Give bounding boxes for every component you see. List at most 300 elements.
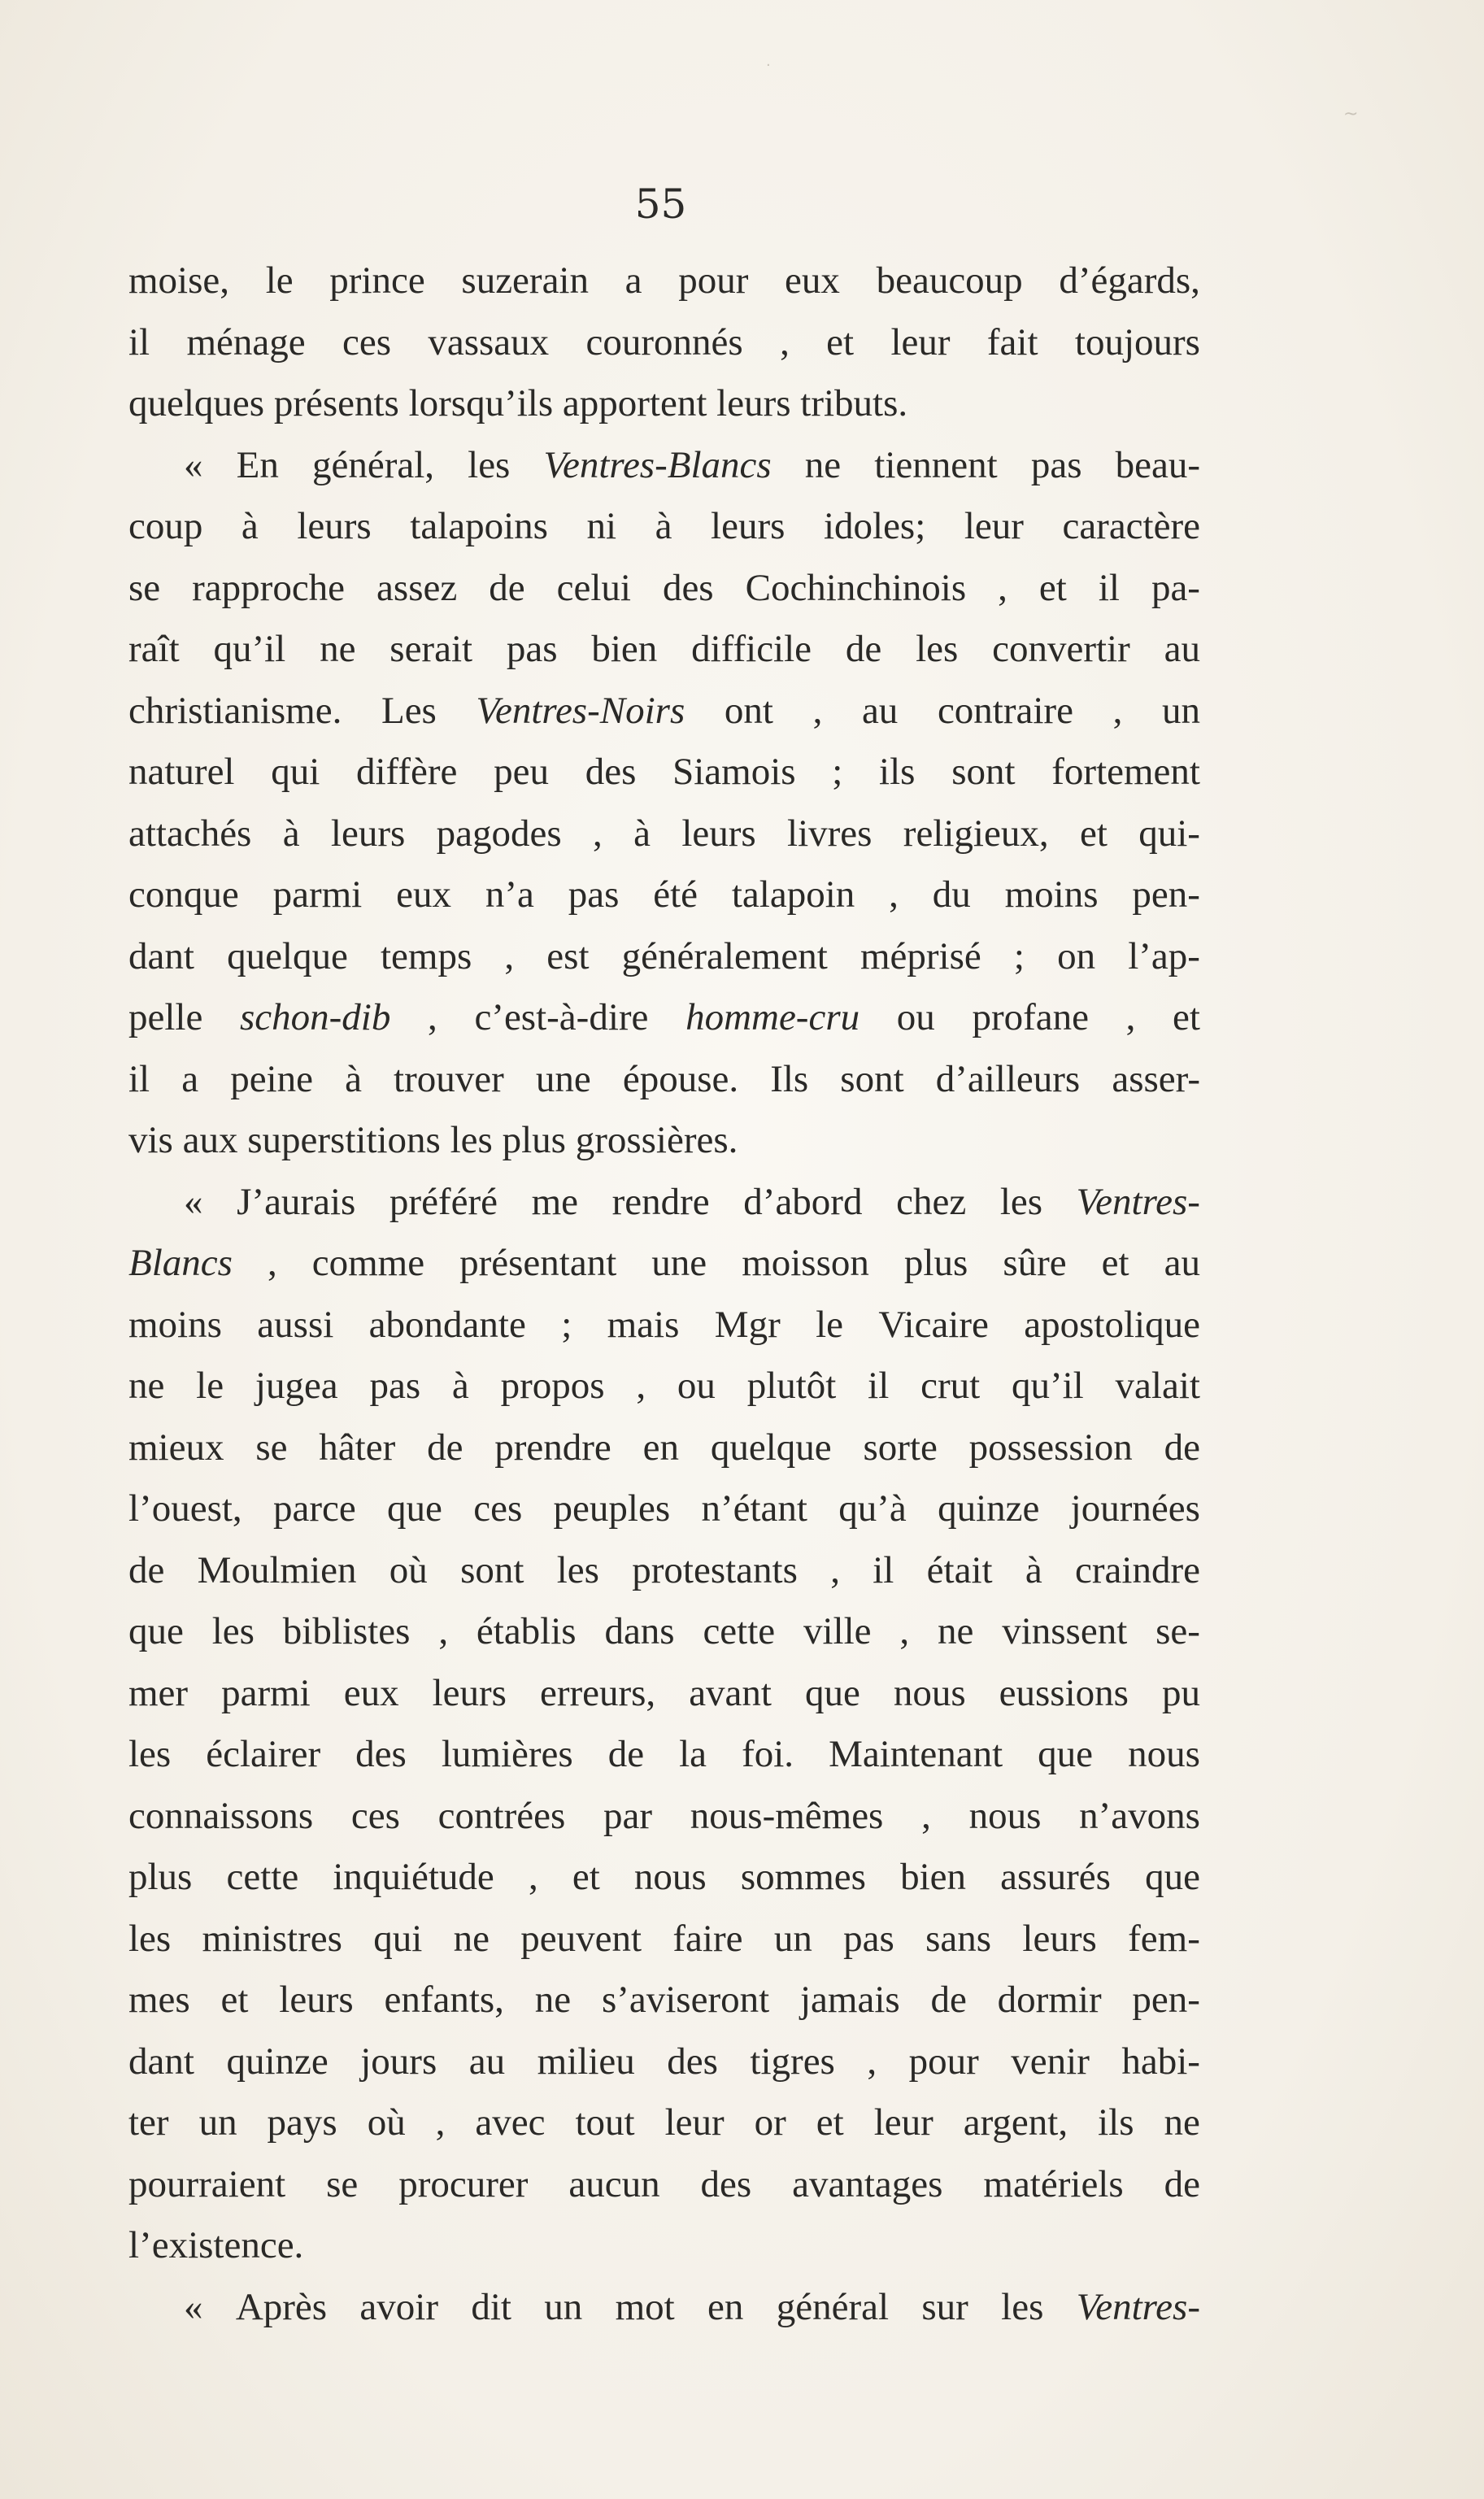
word: talapoins	[410, 505, 548, 547]
text-line	[128, 2215, 1200, 2277]
text-line	[128, 558, 1200, 620]
word: idoles;	[823, 505, 926, 547]
word: avoir	[359, 2285, 438, 2328]
word: ;	[832, 751, 843, 793]
word: ces	[342, 320, 391, 364]
word: ter	[128, 2101, 169, 2144]
word: leurs	[716, 382, 791, 424]
word: superstitions	[247, 1119, 441, 1161]
word: temps	[380, 934, 472, 977]
word: ,	[812, 689, 823, 732]
word: bien	[900, 1856, 967, 1898]
word: sont	[951, 751, 1016, 793]
word: erreurs,	[539, 1671, 656, 1714]
text-line	[128, 1970, 1200, 2031]
word: parce	[272, 1487, 356, 1530]
text-line	[128, 1847, 1200, 1909]
word: les	[999, 1180, 1043, 1223]
word: religieux,	[903, 812, 1049, 855]
word: il	[1098, 566, 1120, 609]
word: qu’il	[213, 628, 286, 670]
word: méprisé	[860, 934, 981, 977]
text-line	[128, 250, 1200, 312]
word: ;	[1013, 934, 1025, 977]
word: ,	[867, 2040, 877, 2083]
word: ou	[677, 1365, 716, 1407]
word: d’égards,	[1059, 259, 1200, 302]
word: ,	[780, 320, 790, 364]
word: n’étant	[701, 1487, 807, 1530]
word: en	[707, 2285, 744, 2328]
word: livres	[787, 812, 873, 855]
word: Cochinchinois	[745, 566, 967, 609]
word: dans	[604, 1610, 675, 1652]
word: où	[367, 2101, 406, 2144]
word: ,	[267, 1242, 277, 1284]
word: eux	[785, 259, 840, 302]
word: et	[826, 320, 855, 364]
word: coup	[128, 505, 203, 547]
word: à	[282, 812, 300, 855]
word: fait	[986, 320, 1038, 364]
word: ne	[534, 1979, 572, 2021]
body-text	[128, 250, 1200, 2338]
word: ,	[435, 2101, 446, 2144]
word: ,	[593, 812, 603, 855]
word: ne	[1164, 2101, 1200, 2144]
italic-word: homme-cru	[685, 996, 860, 1038]
word: sur	[921, 2285, 968, 2328]
word: suzerain	[461, 259, 589, 302]
word: profane	[972, 996, 1089, 1038]
text-line	[128, 1601, 1200, 1663]
word: et	[1079, 812, 1108, 855]
word: assez	[376, 566, 458, 609]
word: contraire	[937, 689, 1073, 732]
word: un	[544, 2285, 583, 2328]
text-line	[128, 1540, 1200, 1602]
word: naturel	[128, 751, 235, 793]
word: Moulmien	[197, 1548, 357, 1591]
text-line	[128, 1909, 1200, 1970]
word: n’avons	[1079, 1794, 1200, 1837]
word: toujours	[1074, 320, 1200, 364]
text-line	[128, 1724, 1200, 1786]
word: me	[531, 1180, 579, 1223]
text-line	[128, 373, 1200, 435]
word: les	[450, 1119, 493, 1161]
word: or	[754, 2101, 786, 2144]
word: mot	[615, 2285, 675, 2328]
word: le	[816, 1303, 844, 1346]
word: pagodes	[436, 812, 562, 855]
word: convertir	[992, 628, 1130, 670]
word: mer	[128, 1671, 189, 1714]
word: asser-	[1112, 1057, 1200, 1100]
word: il	[128, 1057, 150, 1100]
word: jamais	[799, 1979, 900, 2021]
word: avant	[689, 1671, 772, 1714]
word: l’existence.	[128, 2224, 304, 2266]
word: ou	[896, 996, 935, 1038]
word: venir	[1011, 2040, 1090, 2083]
text-line	[128, 435, 1200, 497]
text-line	[128, 1295, 1200, 1356]
word: mais	[607, 1303, 680, 1346]
text-line	[128, 864, 1200, 926]
word: que	[1145, 1856, 1200, 1898]
word: milieu	[537, 2040, 635, 2083]
word: pelle	[128, 996, 203, 1038]
word: Les	[381, 689, 437, 732]
word: valait	[1115, 1365, 1200, 1407]
word: à	[1025, 1548, 1042, 1591]
word: sont	[460, 1548, 524, 1591]
word: pen-	[1132, 873, 1200, 916]
word: ville	[803, 1610, 872, 1652]
word: des	[355, 1733, 407, 1775]
word: et	[1038, 566, 1067, 609]
text-line	[128, 2031, 1200, 2093]
word: ne	[320, 628, 356, 670]
word: pa-	[1151, 566, 1200, 609]
word: leurs	[1022, 1917, 1097, 1960]
word: il	[128, 320, 150, 364]
word: préféré	[389, 1180, 498, 1223]
word: serait	[389, 628, 473, 670]
word: des	[700, 2162, 752, 2205]
word: avec	[475, 2101, 546, 2144]
word: ,	[899, 1610, 910, 1652]
word: assurés	[1000, 1856, 1111, 1898]
word: leurs	[432, 1671, 507, 1714]
word: Siamois	[672, 751, 796, 793]
word: tributs.	[800, 382, 908, 424]
word: pas	[1030, 443, 1082, 486]
word: une	[535, 1057, 591, 1100]
word: général,	[311, 443, 435, 486]
word: est	[546, 934, 590, 977]
word: parmi	[272, 873, 363, 916]
word: présents	[273, 382, 399, 424]
word: talapoin	[731, 873, 855, 916]
margin-speck: ·	[766, 57, 771, 74]
word: pu	[1161, 1671, 1200, 1714]
word: d’ailleurs	[935, 1057, 1081, 1100]
word: de	[845, 628, 882, 670]
word: ne	[453, 1917, 490, 1960]
word: nous-mêmes	[690, 1794, 884, 1837]
word: a	[181, 1057, 199, 1100]
word: rapproche	[192, 566, 346, 609]
word: comme	[311, 1242, 425, 1284]
word: ,	[428, 996, 437, 1038]
word: quelques	[128, 382, 265, 424]
word: plus	[502, 1119, 566, 1161]
word: leur	[964, 505, 1024, 547]
word: du	[932, 873, 971, 916]
word: attachés	[128, 812, 252, 855]
word: plus	[128, 1856, 193, 1898]
word: dant	[128, 2040, 194, 2083]
word: lumières	[441, 1733, 573, 1775]
text-line	[128, 742, 1200, 803]
word: pen-	[1132, 1979, 1200, 2021]
word: en	[642, 1426, 679, 1469]
word: ,	[438, 1610, 449, 1652]
word: bien	[591, 628, 658, 670]
word: généralement	[621, 934, 828, 977]
word: il	[873, 1548, 894, 1591]
word: caractère	[1062, 505, 1200, 547]
word: ils	[879, 751, 916, 793]
text-line	[128, 1172, 1200, 1234]
word: qui-	[1138, 812, 1200, 855]
word: trouver	[394, 1057, 504, 1100]
word: procurer	[398, 2162, 529, 2205]
italic-word: Blancs	[128, 1242, 233, 1284]
word: ,	[636, 1365, 646, 1407]
word: Mgr	[714, 1303, 781, 1346]
word: J’aurais	[237, 1180, 356, 1223]
word: sorte	[863, 1426, 938, 1469]
text-line	[128, 1478, 1200, 1540]
word: Maintenant	[829, 1733, 1003, 1775]
word: peine	[230, 1057, 313, 1100]
word: fem-	[1128, 1917, 1200, 1960]
word: ,	[998, 566, 1007, 609]
word: par	[603, 1794, 653, 1837]
word: que	[128, 1610, 184, 1652]
word: lorsqu’ils	[408, 382, 554, 424]
word: eux	[343, 1671, 399, 1714]
word: de	[489, 566, 525, 609]
text-line	[128, 1786, 1200, 1848]
word: leur	[873, 2101, 933, 2144]
text-line	[128, 496, 1200, 558]
word: dant	[128, 934, 194, 977]
word: de	[1164, 2162, 1200, 2205]
word: pas	[843, 1917, 894, 1960]
word: dormir	[997, 1979, 1102, 2021]
word: on	[1057, 934, 1096, 977]
word: qu’à	[838, 1487, 907, 1530]
word: peu	[494, 751, 549, 793]
word: matériels	[983, 2162, 1124, 2205]
word: nous	[968, 1794, 1042, 1837]
word: ministres	[202, 1917, 342, 1960]
italic-word: schon-dib	[240, 996, 391, 1038]
word: peuvent	[520, 1917, 642, 1960]
word: chez	[896, 1180, 967, 1223]
word: vinssent	[1002, 1610, 1128, 1652]
word: ,	[504, 934, 515, 977]
word: moise,	[128, 259, 230, 302]
word: En	[236, 443, 279, 486]
word: et	[816, 2101, 844, 2144]
word: pour	[678, 259, 749, 302]
word: connaissons	[128, 1794, 314, 1837]
word: prince	[329, 259, 425, 302]
word: biblistes	[282, 1610, 411, 1652]
word: apostolique	[1024, 1303, 1200, 1346]
word: un	[1161, 689, 1200, 732]
word: tiennent	[874, 443, 998, 486]
word: inquiétude	[333, 1856, 494, 1898]
word: qui	[373, 1917, 423, 1960]
word: tigres	[750, 2040, 835, 2083]
word: ont	[724, 689, 773, 732]
word: plutôt	[746, 1365, 837, 1407]
word: au	[1164, 628, 1200, 670]
word: éclairer	[206, 1733, 321, 1775]
word: de	[128, 1548, 165, 1591]
word: tout	[575, 2101, 635, 2144]
text-line	[128, 803, 1200, 865]
word: était	[926, 1548, 993, 1591]
word: ne	[937, 1610, 974, 1652]
word: nous	[633, 1856, 707, 1898]
word: contrées	[437, 1794, 566, 1837]
text-line	[128, 1356, 1200, 1417]
text-line	[128, 1417, 1200, 1479]
word: les	[556, 1548, 599, 1591]
word: des	[585, 751, 637, 793]
word: leur	[664, 2101, 725, 2144]
word: quinze	[226, 2040, 329, 2083]
text-line	[128, 2092, 1200, 2154]
word: moins	[128, 1303, 222, 1346]
word: raît	[128, 628, 180, 670]
text-line	[128, 987, 1200, 1049]
word: possession	[968, 1426, 1133, 1469]
word: cette	[703, 1610, 776, 1652]
word: que	[804, 1671, 860, 1714]
text-line	[128, 1663, 1200, 1725]
word: crut	[920, 1365, 981, 1407]
word: argent,	[963, 2101, 1068, 2144]
word: de	[607, 1733, 645, 1775]
word: sans	[925, 1917, 992, 1960]
word: sont	[840, 1057, 904, 1100]
word: ni	[586, 505, 617, 547]
word: rendre	[611, 1180, 710, 1223]
word: leurs	[297, 505, 372, 547]
word: un	[198, 2101, 237, 2144]
text-line	[128, 681, 1200, 742]
word: parmi	[221, 1671, 311, 1714]
word: ne	[804, 443, 842, 486]
word: ,	[1125, 996, 1136, 1038]
word: difficile	[691, 628, 812, 670]
word: pourraient	[128, 2162, 286, 2205]
word: Après	[235, 2285, 328, 2328]
page-number: 55	[634, 181, 687, 228]
italic-word: Ventres-	[1076, 1180, 1200, 1223]
word: l’ouest,	[128, 1487, 242, 1530]
word: enfants,	[384, 1979, 504, 2021]
word: au	[468, 2040, 506, 2083]
word: ,	[1112, 689, 1123, 732]
word: eussions	[999, 1671, 1129, 1714]
word: leurs	[279, 1979, 354, 2021]
word: grossières.	[575, 1119, 738, 1161]
word: aussi	[257, 1303, 334, 1346]
word: de	[1164, 1426, 1200, 1469]
word: pas	[369, 1365, 421, 1407]
word: abondante	[368, 1303, 526, 1346]
word: que	[387, 1487, 442, 1530]
word: se	[255, 1426, 288, 1469]
word: d’abord	[743, 1180, 863, 1223]
italic-word: Ventres-Blancs	[543, 443, 772, 486]
word: ménage	[186, 320, 306, 364]
word: à	[451, 1365, 469, 1407]
word: vis	[128, 1119, 173, 1161]
word: Vicaire	[878, 1303, 989, 1346]
word: les	[211, 1610, 255, 1652]
word: pas	[568, 873, 620, 916]
word: dit	[471, 2285, 511, 2328]
word: pour	[908, 2040, 979, 2083]
word: se	[326, 2162, 359, 2205]
word: à	[241, 505, 259, 547]
word: pays	[267, 2101, 337, 2144]
word: qu’il	[1011, 1365, 1084, 1407]
word: nous	[1128, 1733, 1200, 1775]
word: ,	[889, 873, 899, 916]
word: s’aviseront	[601, 1979, 770, 2021]
word: hâter	[319, 1426, 396, 1469]
word: peuples	[553, 1487, 671, 1530]
word: ils	[1098, 2101, 1134, 2144]
word: nous	[893, 1671, 966, 1714]
word: une	[651, 1242, 707, 1284]
word: se-	[1155, 1610, 1200, 1652]
word: propos	[500, 1365, 605, 1407]
word: craindre	[1075, 1548, 1200, 1591]
word: leurs	[681, 812, 756, 855]
word: habi-	[1121, 2040, 1200, 2083]
italic-word: Ventres-Noirs	[476, 689, 685, 732]
word: à	[345, 1057, 362, 1100]
word: au	[1164, 1242, 1200, 1284]
word: le	[196, 1365, 224, 1407]
word: des	[662, 566, 714, 609]
word: à	[655, 505, 672, 547]
word: aucun	[568, 2162, 660, 2205]
word: ;	[561, 1303, 572, 1346]
word: celui	[556, 566, 631, 609]
word: aux	[182, 1119, 238, 1161]
word: fortement	[1051, 751, 1200, 793]
word: des	[667, 2040, 718, 2083]
word: et	[1173, 996, 1200, 1038]
word: avantages	[792, 2162, 943, 2205]
word: ,	[528, 1856, 538, 1898]
word: les	[1001, 2285, 1044, 2328]
word: de	[427, 1426, 463, 1469]
word: «	[184, 2285, 203, 2328]
word: cette	[226, 1856, 299, 1898]
word: la	[679, 1733, 707, 1775]
word: et	[572, 1856, 600, 1898]
word: où	[389, 1548, 428, 1591]
word: que	[1038, 1733, 1094, 1775]
word: protestants	[632, 1548, 798, 1591]
word: christianisme.	[128, 689, 342, 732]
word: les	[916, 628, 959, 670]
